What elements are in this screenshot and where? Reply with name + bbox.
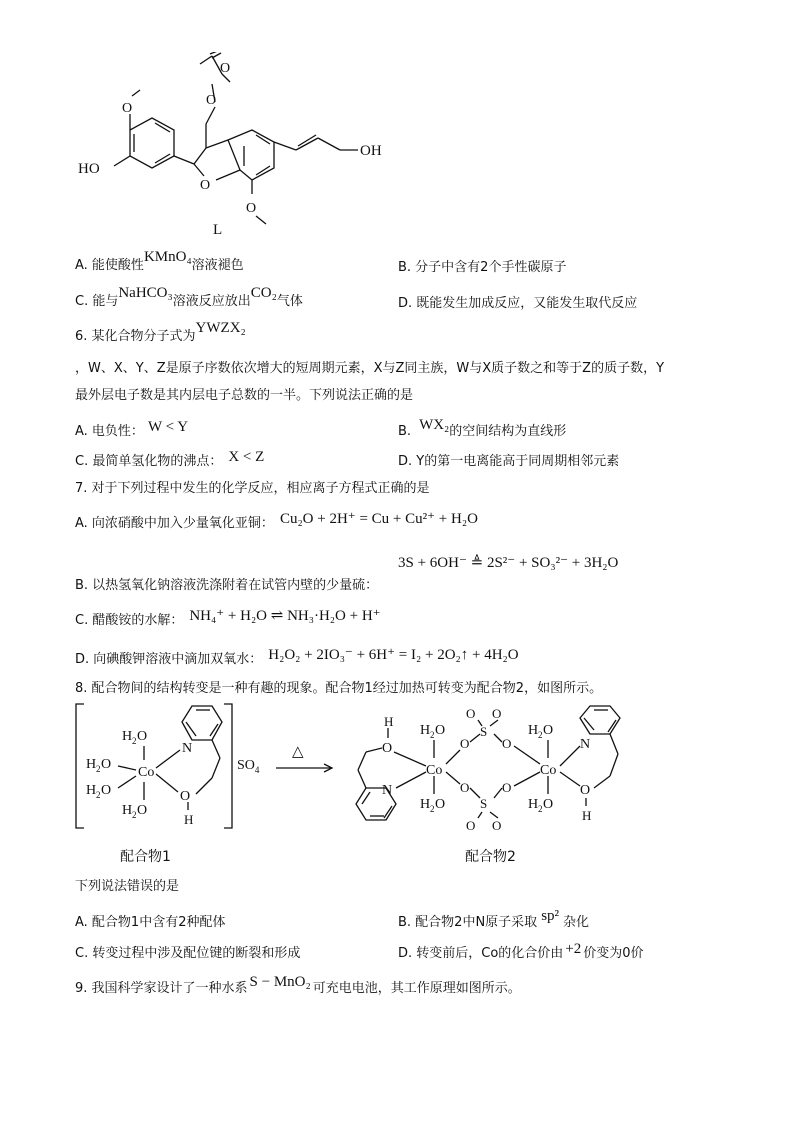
option-text: D. 既能发生加成反应，又能发生取代反应 — [398, 296, 638, 311]
svg-text:Co: Co — [426, 763, 443, 778]
svg-text:H: H — [86, 783, 97, 798]
svg-text:O: O — [460, 736, 470, 751]
svg-text:H: H — [122, 803, 133, 818]
caption-complex-2: 配合物2 — [465, 849, 516, 865]
svg-text:O: O — [543, 797, 554, 812]
svg-text:O: O — [137, 729, 148, 744]
svg-text:H: H — [420, 797, 431, 812]
formula: CO₂ — [250, 285, 277, 301]
svg-text:O: O — [543, 723, 554, 738]
q8-question: 下列说法错误的是 — [75, 879, 180, 894]
svg-text:O: O — [502, 736, 512, 751]
svg-text:O: O — [200, 178, 211, 193]
svg-text:2: 2 — [132, 810, 137, 820]
svg-text:H: H — [528, 723, 539, 738]
formula: NaHCO₃ — [118, 285, 173, 301]
q5-option-a[interactable] — [75, 249, 244, 274]
svg-text:O: O — [502, 780, 512, 795]
q8-option-b[interactable] — [398, 908, 590, 931]
option-text: A. 能使酸性 — [75, 258, 144, 273]
formula: X < Z — [228, 449, 265, 465]
q6-stem — [75, 320, 246, 345]
svg-text:O: O — [460, 780, 470, 795]
formula: S − MnO₂ — [249, 974, 311, 990]
q8-stem: 8. 配合物间的结构转变是一种有趣的现象。配合物1经过加热可转变为配合物2，如图所示。 — [75, 681, 603, 696]
option-text: B. 分子中含有2个手性碳原子 — [398, 260, 567, 275]
svg-text:H: H — [86, 757, 97, 772]
q5-option-d[interactable] — [398, 292, 637, 311]
svg-text:2: 2 — [96, 764, 101, 774]
svg-text:O: O — [101, 783, 112, 798]
formula: W < Y — [147, 419, 189, 435]
q6-option-b[interactable] — [398, 417, 567, 440]
svg-text:O: O — [466, 706, 476, 721]
option-text: D. Y的第一电离能高于同周期相邻元素 — [398, 454, 620, 469]
q7-option-a[interactable] — [75, 512, 478, 532]
svg-text:O: O — [382, 741, 393, 756]
q7-option-d[interactable] — [75, 648, 519, 668]
formula: NH₄⁺ + H₂O ⇌ NH₃·H₂O + H⁺ — [189, 608, 381, 624]
option-text: 气体 — [276, 294, 303, 309]
svg-text:N: N — [382, 783, 393, 798]
q9-stem — [75, 974, 521, 997]
q7-option-c[interactable] — [75, 609, 381, 629]
q6-option-d[interactable] — [398, 450, 619, 469]
svg-text:H: H — [420, 723, 431, 738]
formula: sp² — [541, 908, 560, 924]
option-text: D. 向碘酸钾溶液中滴加双氧水： — [75, 652, 263, 667]
svg-text:2: 2 — [538, 730, 543, 740]
svg-text:N: N — [580, 737, 591, 752]
formula: KMnO₄ — [143, 249, 192, 265]
option-text: A. 向浓硝酸中加入少量氧化亚铜： — [75, 516, 274, 531]
svg-text:H: H — [582, 808, 592, 823]
option-text: B. — [398, 424, 412, 439]
option-text: C. 最简单氢化物的沸点： — [75, 454, 223, 469]
formula: Cu₂O + 2H⁺ = Cu + Cu²⁺ + H₂O — [279, 511, 478, 527]
svg-text:O: O — [246, 201, 257, 216]
svg-text:2: 2 — [430, 730, 435, 740]
option-text: D. 转变前后，Co的化合价由 — [398, 946, 564, 961]
svg-text:O: O — [466, 818, 476, 833]
q7-option-b[interactable]: B. 以热氢氧化钠溶液洗涤附着在试管内壁的少量硫： — [75, 578, 379, 593]
hydroxyl-label: HO — [78, 161, 100, 177]
svg-text:S: S — [480, 724, 488, 739]
q5-option-c[interactable] — [75, 285, 303, 310]
q5-option-b[interactable] — [398, 256, 566, 275]
q6-option-c[interactable] — [75, 450, 264, 470]
svg-text:O: O — [492, 818, 502, 833]
svg-text:H: H — [184, 812, 194, 827]
formula: WX₂ — [419, 417, 450, 433]
q8-option-c[interactable] — [75, 942, 300, 961]
complex-2-structure — [352, 704, 662, 836]
hydroxyl-label-right: OH — [360, 143, 382, 159]
question-text: 6. 某化合物分子式为 — [75, 329, 196, 344]
svg-text:O: O — [122, 101, 133, 116]
compound-label: L — [213, 222, 223, 237]
svg-text:O: O — [137, 803, 148, 818]
q8-option-d[interactable] — [398, 942, 644, 962]
reaction-arrow — [274, 762, 336, 774]
q7-option-b-formula: 3S + 6OH⁻ ≜ 2S²⁻ + SO₃²⁻ + 3H₂O — [398, 555, 619, 571]
svg-text:O: O — [206, 93, 217, 108]
svg-text:2: 2 — [132, 736, 137, 746]
svg-text:O: O — [220, 61, 231, 76]
svg-text:O: O — [435, 797, 446, 812]
svg-text:H: H — [122, 729, 133, 744]
option-text: C. 转变过程中涉及配位键的断裂和形成 — [75, 946, 301, 961]
heat-symbol: △ — [292, 742, 304, 760]
svg-text:O: O — [101, 757, 112, 772]
question-text: 9. 我国科学家设计了一种水系 — [75, 981, 248, 996]
svg-text:O: O — [492, 706, 502, 721]
compound-L-structure — [70, 52, 400, 237]
q6-stem-line3: 最外层电子数是其内层电子总数的一半。下列说法正确的是 — [75, 388, 414, 403]
svg-text:Co: Co — [138, 765, 155, 780]
q8-option-a[interactable] — [75, 911, 225, 930]
option-text: 溶液褪色 — [191, 258, 244, 273]
svg-text:2: 2 — [96, 790, 101, 800]
question-text: 可充电电池，其工作原理如图所示。 — [312, 981, 521, 996]
svg-text:O: O — [435, 723, 446, 738]
svg-text:H: H — [528, 797, 539, 812]
svg-text:Co: Co — [540, 763, 557, 778]
q6-stem-line2: ，W、X、Y、Z是原子序数依次增大的短周期元素，X与Z同主族，W与X质子数之和等于Z的质子数，Y — [75, 361, 665, 376]
formula: +2 — [565, 941, 582, 957]
option-text: 溶液反应放出 — [172, 294, 251, 309]
option-text: 的空间结构为直线形 — [449, 424, 567, 439]
sulfate-counterion: $SO_4$ — [237, 758, 260, 775]
q7-stem: 7. 对于下列过程中发生的化学反应，相应离子方程式正确的是 — [75, 481, 430, 496]
option-text: 价变为0价 — [583, 946, 644, 961]
svg-text:S: S — [480, 796, 488, 811]
option-text: A. 配合物1中含有2种配体 — [75, 915, 226, 930]
caption-complex-1: 配合物1 — [120, 849, 171, 865]
option-text: 杂化 — [563, 915, 590, 930]
svg-text:N: N — [182, 741, 193, 756]
svg-text:O: O — [580, 783, 591, 798]
svg-text:2: 2 — [538, 804, 543, 814]
option-text: C. 醋酸铵的水解： — [75, 613, 184, 628]
formula: YWZX₂ — [195, 320, 246, 336]
option-text: A. 电负性： — [75, 424, 144, 439]
option-text: B. 配合物2中N原子采取 — [398, 915, 538, 930]
option-text: C. 能与 — [75, 294, 119, 309]
svg-text:H: H — [384, 714, 394, 729]
svg-text:2: 2 — [430, 804, 435, 814]
svg-text:O: O — [180, 789, 191, 804]
q6-option-a[interactable] — [75, 420, 188, 440]
formula: H₂O₂ + 2IO₃⁻ + 6H⁺ = I₂ + 2O₂↑ + 4H₂O — [268, 647, 519, 663]
